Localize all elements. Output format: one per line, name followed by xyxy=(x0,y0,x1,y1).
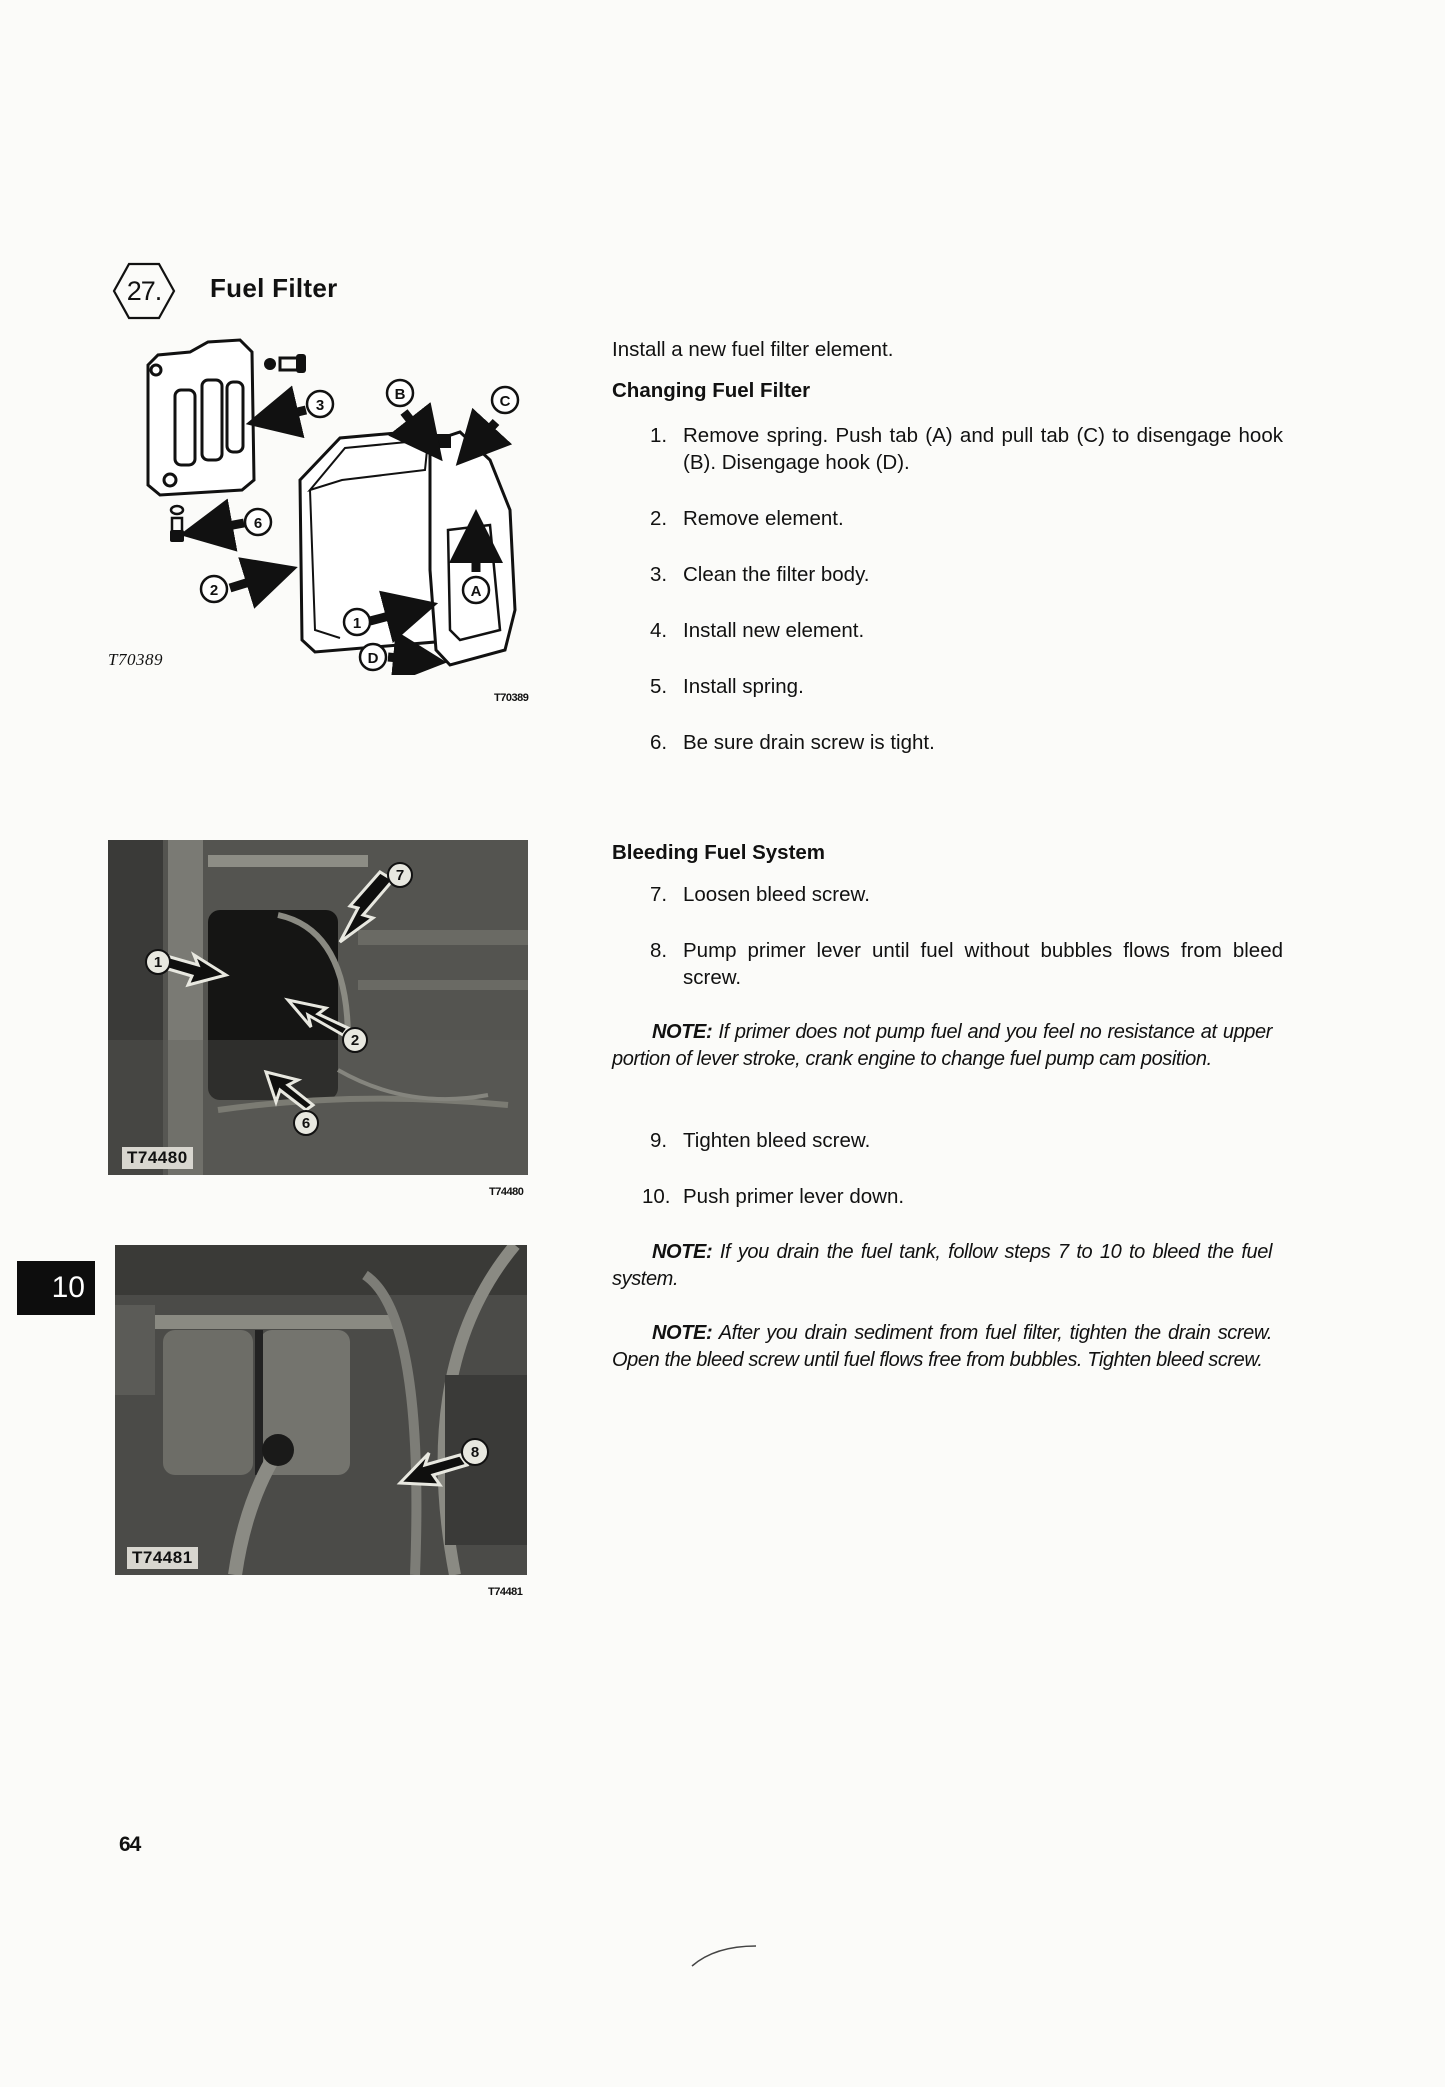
callout-d xyxy=(360,644,386,670)
svg-text:D: D xyxy=(367,650,379,667)
svg-text:1: 1 xyxy=(352,615,362,632)
step-text: Install spring. xyxy=(683,675,804,698)
svg-text:A: A xyxy=(470,583,482,600)
note-sediment xyxy=(612,1320,1272,1374)
pen-stroke-mark xyxy=(690,1940,760,1970)
step-number: 9. xyxy=(650,1129,668,1152)
fuel-filter-diagram xyxy=(130,330,530,675)
photo1-callout-1 xyxy=(146,950,170,974)
arrow-d xyxy=(388,657,420,660)
step-text: Loosen bleed screw. xyxy=(683,883,870,906)
svg-text:6: 6 xyxy=(253,515,263,532)
drain-screw-drawing xyxy=(170,506,184,542)
svg-text:8: 8 xyxy=(470,1444,480,1461)
step-text: Push primer lever down. xyxy=(683,1185,905,1208)
photo2-reference: T74481 xyxy=(488,1586,523,1598)
step-8 xyxy=(650,937,1283,993)
callout-3 xyxy=(307,391,333,417)
callout-b xyxy=(387,380,413,406)
step-text: Tighten bleed screw. xyxy=(683,1129,871,1152)
callout-a xyxy=(463,577,489,603)
bleed-screw-drawing xyxy=(264,354,306,373)
section-number-badge xyxy=(112,262,176,320)
note-drain-tank xyxy=(612,1239,1272,1293)
step-text: Install new element. xyxy=(683,619,865,642)
bleeding-heading: Bleeding Fuel System xyxy=(612,841,826,864)
svg-text:3: 3 xyxy=(315,397,325,414)
changing-heading: Changing Fuel Filter xyxy=(612,379,811,402)
note-label: NOTE: xyxy=(652,1021,713,1043)
callout-6 xyxy=(245,509,271,535)
arrow-6 xyxy=(206,523,244,530)
arrow-2 xyxy=(230,575,272,588)
note-primer xyxy=(612,1019,1272,1073)
svg-text:2: 2 xyxy=(350,1032,360,1049)
photo1-inset-label: T74480 xyxy=(122,1147,193,1169)
photo1-callout-7 xyxy=(388,863,412,887)
exploded-view-illustration xyxy=(130,330,530,675)
photo-fuel-filter-bowls xyxy=(115,1245,527,1575)
svg-text:1: 1 xyxy=(153,954,163,971)
diagram-reference-italic: T70389 xyxy=(108,650,163,669)
step-number: 5. xyxy=(650,675,668,698)
section-tab: 10 xyxy=(17,1261,95,1315)
photo1-callout-2 xyxy=(343,1028,367,1052)
section-number: 27. xyxy=(126,276,162,306)
photo2-inset-label: T74481 xyxy=(127,1547,198,1569)
svg-text:7: 7 xyxy=(395,867,405,884)
step-text: Remove spring. Push tab (A) and pull tab (C) to disengage hook (B). Disengage hook (D). xyxy=(683,424,1283,474)
note-text: If primer does not pump fuel and you feel no resistance at upper portion of lever stroke, crank engine to change fuel pump cam position. xyxy=(612,1021,1272,1070)
arrow-3 xyxy=(272,410,306,418)
svg-text:6: 6 xyxy=(301,1115,311,1132)
step-text: Remove element. xyxy=(683,507,844,530)
step-number: 3. xyxy=(650,563,668,586)
engine-photo-1 xyxy=(108,840,528,1175)
step-number: 10. xyxy=(642,1185,671,1208)
step-number: 1. xyxy=(650,424,668,447)
svg-text:2: 2 xyxy=(209,582,219,599)
step-1 xyxy=(650,422,1283,478)
note-label: NOTE: xyxy=(652,1241,713,1263)
note-text: If you drain the fuel tank, follow steps 7 to 10 to bleed the fuel system. xyxy=(612,1241,1272,1290)
step-number: 7. xyxy=(650,883,668,906)
step-number: 6. xyxy=(650,731,668,754)
step-number: 8. xyxy=(650,939,668,962)
step-number: 4. xyxy=(650,619,668,642)
arrow-c xyxy=(474,422,496,446)
intro-text: Install a new fuel filter element. xyxy=(612,338,894,361)
note-text: After you drain sediment from fuel filter, tighten the drain screw. Open the bleed screw until fuel flows free from bubbles. Tighten bleed screw. xyxy=(612,1322,1272,1371)
step-text: Be sure drain screw is tight. xyxy=(683,731,935,754)
filter-head-drawing xyxy=(148,340,254,495)
diagram-reference: T70389 xyxy=(494,692,529,704)
step-text: Pump primer lever until fuel without bubbles flows from bleed screw. xyxy=(683,939,1283,989)
photo2-callout-8 xyxy=(462,1439,488,1465)
svg-text:B: B xyxy=(394,386,406,403)
photo-fuel-filter-installed xyxy=(108,840,528,1175)
callout-2 xyxy=(201,576,227,602)
callout-1 xyxy=(344,609,370,635)
photo1-callout-6 xyxy=(294,1111,318,1135)
svg-text:C: C xyxy=(499,393,511,410)
step-text: Clean the filter body. xyxy=(683,563,870,586)
step-number: 2. xyxy=(650,507,668,530)
callout-c xyxy=(492,387,518,413)
page-title: Fuel Filter xyxy=(210,273,338,303)
photo1-reference: T74480 xyxy=(489,1186,524,1198)
page-number: 64 xyxy=(119,1833,141,1856)
note-label: NOTE: xyxy=(652,1322,713,1344)
engine-photo-2 xyxy=(115,1245,527,1575)
